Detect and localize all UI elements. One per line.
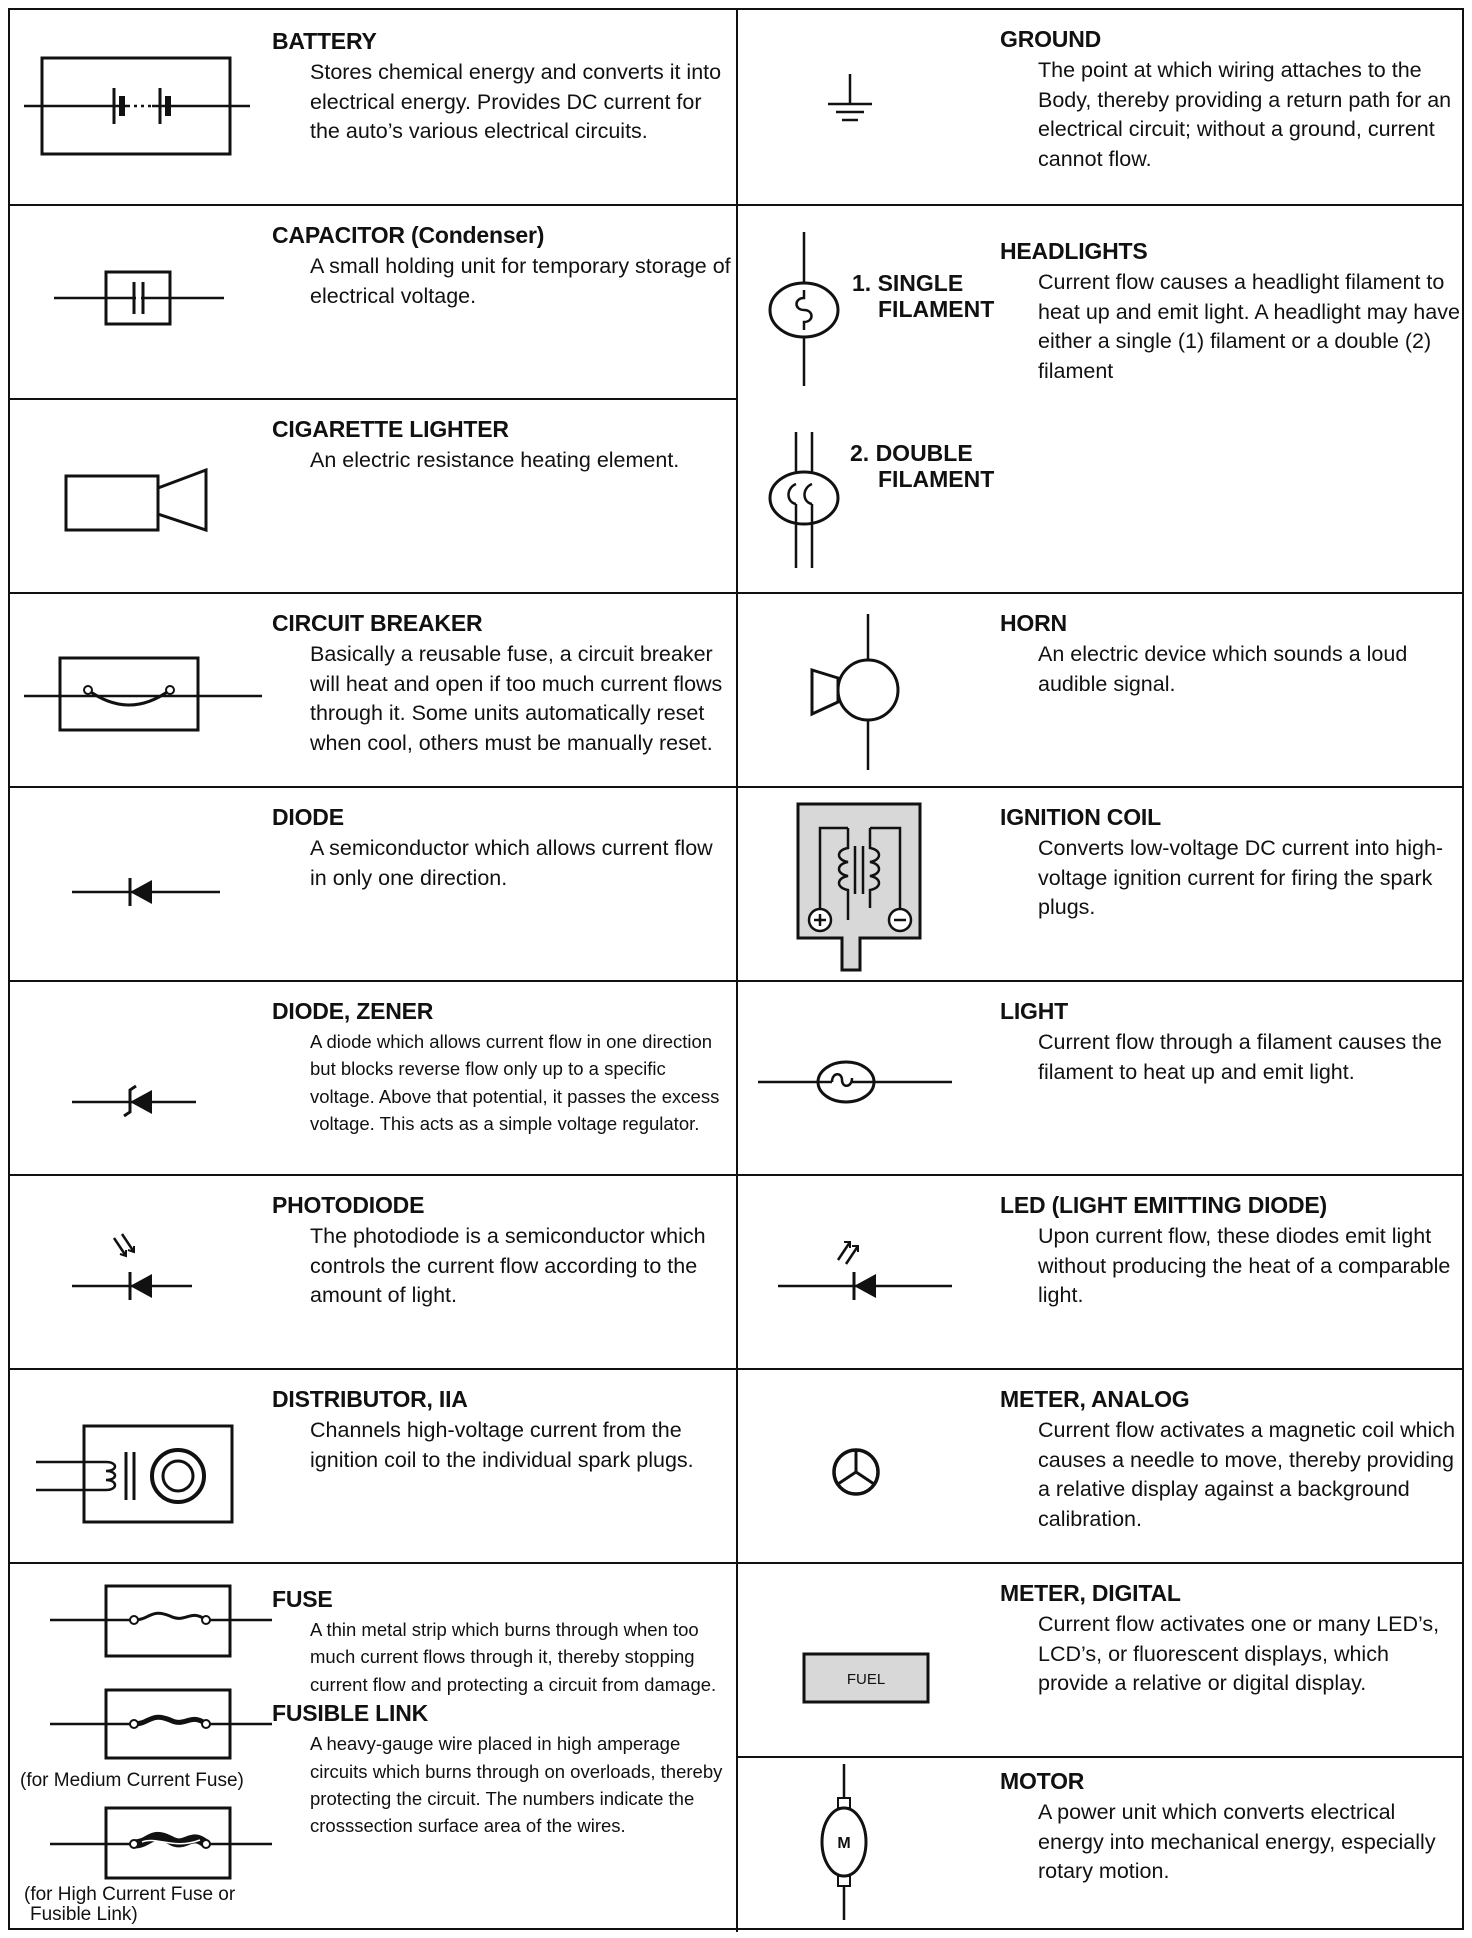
ignition-coil-cell bbox=[736, 788, 1462, 982]
ground-title: GROUND bbox=[1000, 26, 1102, 52]
photodiode-text bbox=[272, 1192, 732, 1311]
headlight-symbol-icon bbox=[738, 206, 978, 594]
led-desc: Upon current flow, these diodes emit light without producing the heat of a comparable light. bbox=[1038, 1224, 1451, 1307]
horn-cell bbox=[736, 594, 1462, 788]
headlights-desc: Current flow causes a headlight filament to heat up and emit light. A headlight may have either a single (1) filament or a double (2) filament bbox=[1038, 270, 1460, 383]
battery-text bbox=[272, 28, 732, 147]
distributor-desc: Channels high-voltage current from the ignition coil to the individual spark plugs. bbox=[310, 1418, 694, 1472]
zener-diode-title: DIODE, ZENER bbox=[272, 998, 434, 1024]
photodiode-title: PHOTODIODE bbox=[272, 1192, 425, 1218]
battery-symbol-icon bbox=[10, 10, 310, 206]
fuse-title: FUSE bbox=[272, 1586, 333, 1612]
light-title: LIGHT bbox=[1000, 998, 1068, 1024]
horn-symbol-icon bbox=[738, 594, 978, 788]
diode-desc: A semiconductor which allows current flow in only one direction. bbox=[310, 836, 713, 890]
analog-meter-symbol-icon bbox=[738, 1370, 978, 1564]
digital-meter-display-text: FUEL bbox=[846, 1671, 886, 1688]
zener-diode-desc: A diode which allows current flow in one direction but blocks reverse flow only up to a specific voltage. Above that potential, it passes the excess voltage. This acts as a simple voltage regulator. bbox=[310, 1031, 720, 1135]
light-text bbox=[1000, 998, 1460, 1087]
zener-diode-text bbox=[272, 998, 732, 1138]
headlights-text bbox=[1000, 238, 1460, 386]
fusible-link-title: FUSIBLE LINK bbox=[272, 1700, 429, 1727]
fuse-text bbox=[272, 1586, 732, 1840]
capacitor-desc: A small holding unit for temporary storage of electrical voltage. bbox=[310, 254, 731, 308]
ignition-coil-text bbox=[1000, 804, 1460, 923]
digital-meter-cell bbox=[736, 1564, 1462, 1758]
double-filament-label-line2: FILAMENT bbox=[878, 466, 995, 492]
ignition-coil-title: IGNITION COIL bbox=[1000, 804, 1161, 830]
cigarette-lighter-symbol-icon bbox=[10, 400, 310, 594]
diode-title: DIODE bbox=[272, 804, 344, 830]
circuit-breaker-desc: Basically a reusable fuse, a circuit breaker will heat and open if too much current flows through it. Some units automatically reset when cool, others must be manually reset. bbox=[310, 642, 723, 755]
ground-symbol-icon bbox=[738, 10, 978, 206]
ground-desc: The point at which wiring attaches to the Body, thereby providing a return path for an electrical circuit; without a ground, current cannot flow. bbox=[1038, 58, 1452, 171]
analog-meter-desc: Current flow activates a magnetic coil which causes a needle to move, thereby providing a relative display against a background calibration. bbox=[1038, 1418, 1456, 1531]
motor-symbol-letter: M bbox=[837, 1835, 851, 1852]
motor-text bbox=[1000, 1768, 1460, 1887]
fusible-link-desc: A heavy-gauge wire placed in high amperage circuits which burns through on overloads, thereby protecting the circuit. The numbers indicate the crosssection surface area of the wires. bbox=[310, 1733, 723, 1837]
distributor-symbol-icon bbox=[10, 1370, 310, 1564]
fuse-desc: A thin metal strip which burns through when too much current flows through it, thereby stopping current flow and protecting a circuit from damage. bbox=[310, 1619, 717, 1695]
zener-diode-symbol-icon bbox=[10, 982, 310, 1176]
capacitor-symbol-icon bbox=[10, 206, 310, 400]
cigarette-lighter-cell bbox=[10, 400, 736, 594]
photodiode-desc: The photodiode is a semiconductor which controls the current flow according to the amount of light. bbox=[310, 1224, 706, 1307]
fuse-medium-caption: (for Medium Current Fuse) bbox=[20, 1770, 244, 1791]
motor-cell bbox=[736, 1758, 1462, 1932]
horn-title: HORN bbox=[1000, 610, 1067, 636]
battery-desc: Stores chemical energy and converts it into electrical energy. Provides DC current for the auto’s various electrical circuits. bbox=[310, 60, 722, 143]
distributor-text bbox=[272, 1386, 732, 1475]
analog-meter-title: METER, ANALOG bbox=[1000, 1386, 1190, 1412]
battery-title: BATTERY bbox=[272, 28, 377, 54]
distributor-cell bbox=[10, 1370, 736, 1564]
led-cell bbox=[736, 1176, 1462, 1370]
circuit-breaker-cell bbox=[10, 594, 736, 788]
digital-meter-symbol-icon bbox=[738, 1564, 978, 1758]
diode-text bbox=[272, 804, 732, 893]
analog-meter-cell bbox=[736, 1370, 1462, 1564]
diode-cell bbox=[10, 788, 736, 982]
motor-title: MOTOR bbox=[1000, 1768, 1085, 1794]
cigarette-lighter-title: CIGARETTE LIGHTER bbox=[272, 416, 509, 442]
circuit-breaker-text bbox=[272, 610, 732, 758]
photodiode-symbol-icon bbox=[10, 1176, 310, 1370]
light-symbol-icon bbox=[738, 982, 978, 1176]
fuse-symbol-icon bbox=[10, 1564, 310, 1932]
cigarette-lighter-text bbox=[272, 416, 732, 476]
analog-meter-text bbox=[1000, 1386, 1460, 1534]
headlights-title: HEADLIGHTS bbox=[1000, 238, 1148, 264]
motor-desc: A power unit which converts electrical energy into mechanical energy, especially rotary motion. bbox=[1038, 1800, 1436, 1883]
led-symbol-icon bbox=[738, 1176, 978, 1370]
photodiode-cell bbox=[10, 1176, 736, 1370]
capacitor-title: CAPACITOR (Condenser) bbox=[272, 222, 545, 248]
diode-symbol-icon bbox=[10, 788, 310, 982]
fuse-high-caption-line1: (for High Current Fuse or bbox=[24, 1884, 236, 1905]
ignition-coil-desc: Converts low-voltage DC current into high-voltage ignition current for firing the spark plugs. bbox=[1038, 836, 1444, 919]
single-filament-label-line2: FILAMENT bbox=[878, 296, 995, 322]
circuit-breaker-symbol-icon bbox=[10, 594, 310, 788]
digital-meter-text bbox=[1000, 1580, 1460, 1699]
digital-meter-desc: Current flow activates one or many LED’s, LCD’s, or fluorescent displays, which provide a relative or digital display. bbox=[1038, 1612, 1440, 1695]
ignition-coil-symbol-icon bbox=[738, 788, 978, 982]
fuse-high-caption-line2: Fusible Link) bbox=[30, 1904, 138, 1925]
cigarette-lighter-desc: An electric resistance heating element. bbox=[310, 448, 680, 472]
single-filament-label-line1: 1. SINGLE bbox=[852, 270, 964, 296]
battery-cell bbox=[10, 10, 736, 206]
light-cell bbox=[736, 982, 1462, 1176]
digital-meter-title: METER, DIGITAL bbox=[1000, 1580, 1181, 1606]
fuse-cell bbox=[10, 1564, 736, 1932]
zener-diode-cell bbox=[10, 982, 736, 1176]
horn-text bbox=[1000, 610, 1460, 699]
headlights-cell bbox=[736, 206, 1462, 594]
led-title: LED (LIGHT EMITTING DIODE) bbox=[1000, 1192, 1327, 1218]
symbol-chart bbox=[8, 8, 1464, 1930]
horn-desc: An electric device which sounds a loud audible signal. bbox=[1038, 642, 1408, 696]
double-filament-label-line1: 2. DOUBLE bbox=[850, 440, 973, 466]
ground-text bbox=[1000, 26, 1460, 174]
ground-cell bbox=[736, 10, 1462, 206]
distributor-title: DISTRIBUTOR, IIA bbox=[272, 1386, 468, 1412]
circuit-breaker-title: CIRCUIT BREAKER bbox=[272, 610, 483, 636]
motor-symbol-icon bbox=[738, 1758, 978, 1932]
capacitor-cell bbox=[10, 206, 736, 400]
led-text bbox=[1000, 1192, 1460, 1311]
light-desc: Current flow through a filament causes the filament to heat up and emit light. bbox=[1038, 1030, 1442, 1084]
capacitor-text bbox=[272, 222, 732, 311]
